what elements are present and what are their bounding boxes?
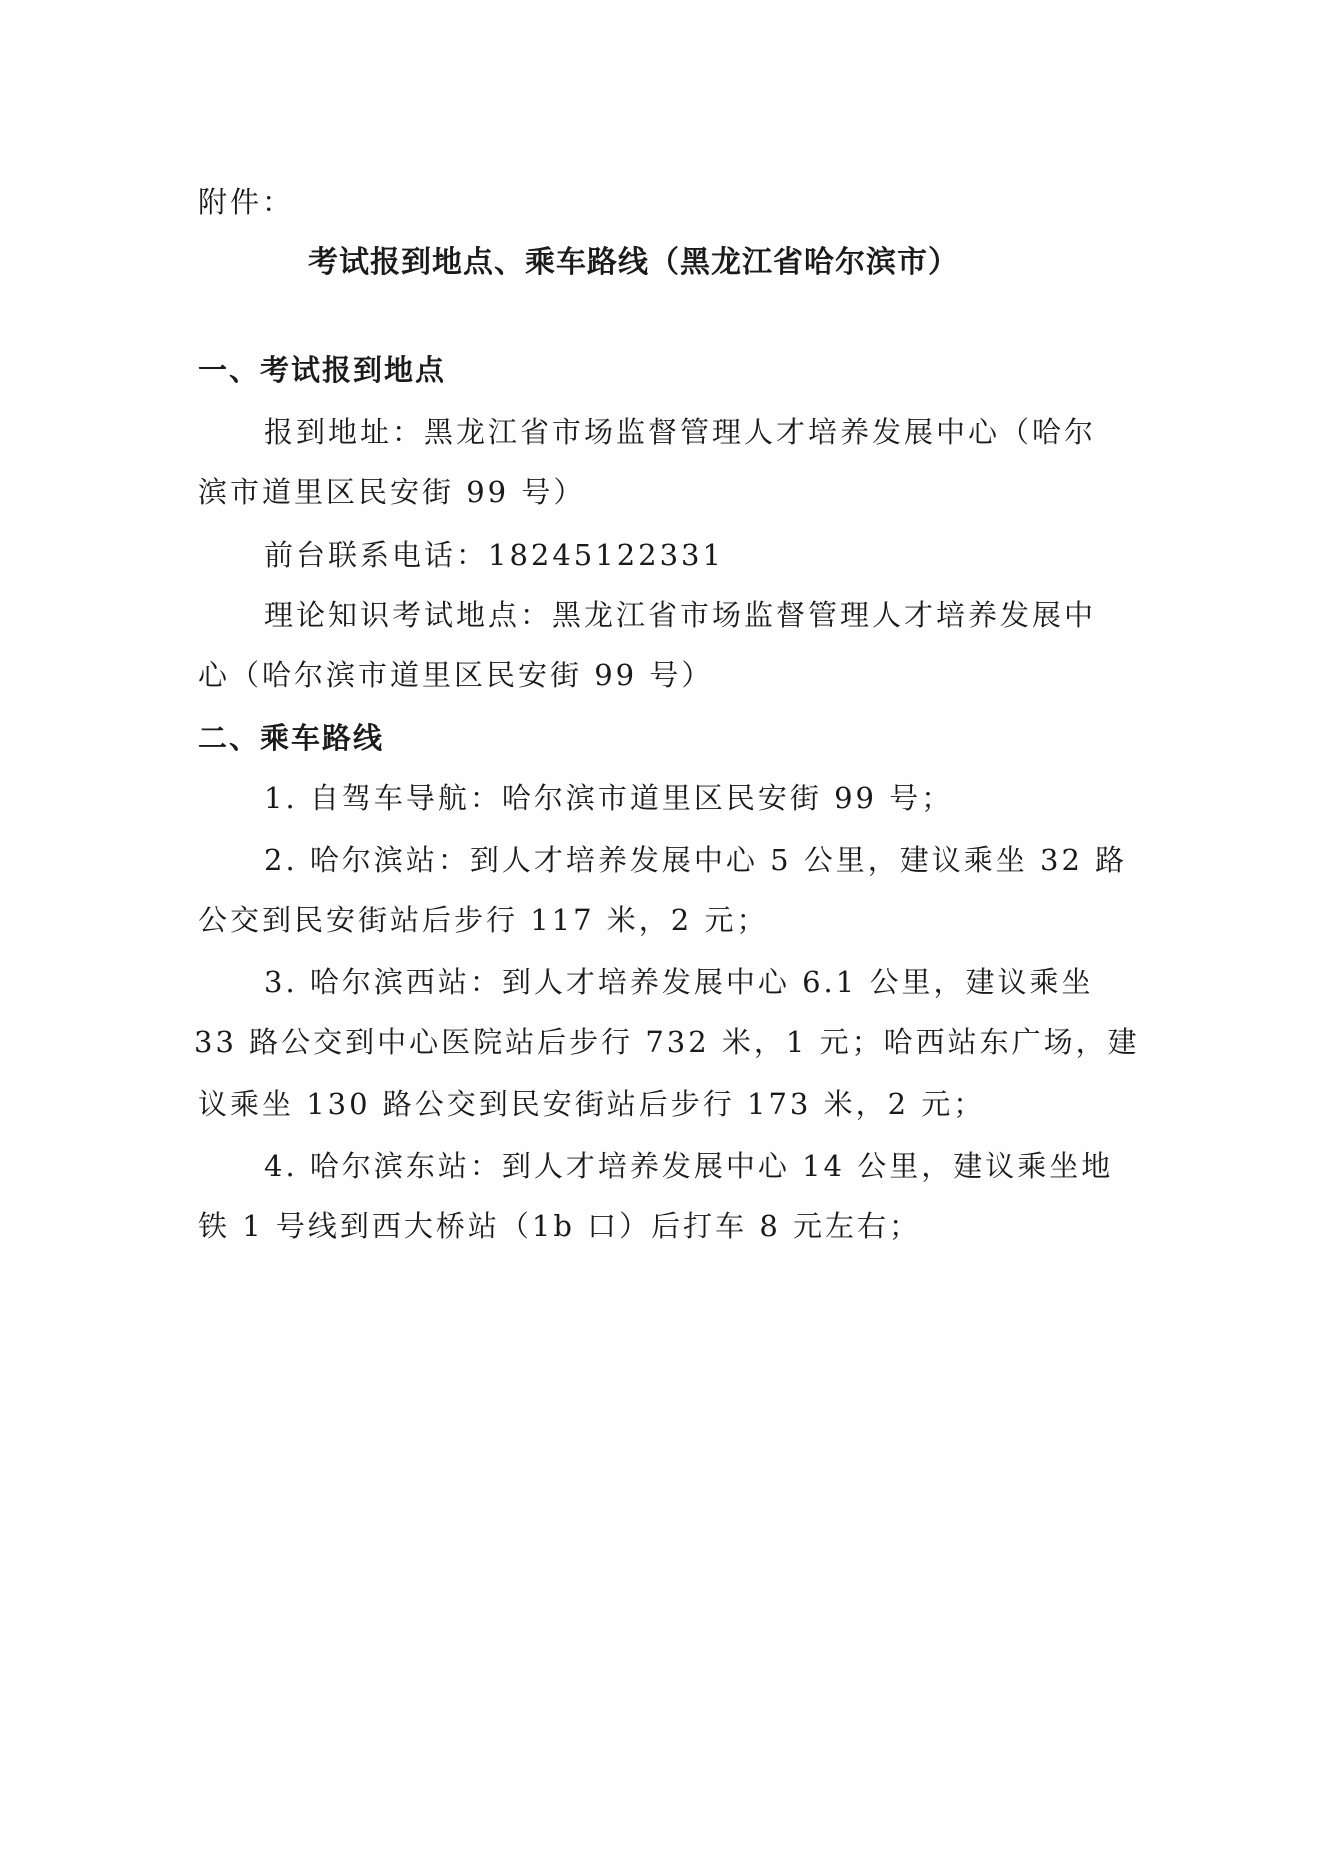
- route-1: 1. 自驾车导航：哈尔滨市道里区民安街 99 号；: [264, 781, 954, 815]
- document-title: 考试报到地点、乘车路线（黑龙江省哈尔滨市）: [308, 245, 959, 280]
- section2-heading: 二、乘车路线: [198, 721, 385, 755]
- route-3-line2: 33 路公交到中心医院站后步行 732 米，1 元；哈西站东广场，建: [194, 1025, 1140, 1059]
- route-4-line2: 铁 1 号线到西大桥站（1b 口）后打车 8 元左右；: [198, 1209, 922, 1243]
- exam-location-line2: 心（哈尔滨市道里区民安街 99 号）: [198, 658, 714, 692]
- route-4-line1: 4. 哈尔滨东站：到人才培养发展中心 14 公里，建议乘坐地: [264, 1149, 1114, 1183]
- report-address-line2: 滨市道里区民安街 99 号）: [198, 475, 586, 509]
- report-address-line1: 报到地址：黑龙江省市场监督管理人才培养发展中心（哈尔: [264, 415, 1097, 449]
- route-3-line3: 议乘坐 130 路公交到民安街站后步行 173 米，2 元；: [198, 1087, 986, 1121]
- front-desk-phone: 前台联系电话：18245122331: [264, 538, 724, 572]
- route-2-line1: 2. 哈尔滨站：到人才培养发展中心 5 公里，建议乘坐 32 路: [264, 843, 1128, 877]
- route-3-line1: 3. 哈尔滨西站：到人才培养发展中心 6.1 公里，建议乘坐: [264, 965, 1094, 999]
- exam-location-line1: 理论知识考试地点：黑龙江省市场监督管理人才培养发展中: [264, 598, 1097, 632]
- attachment-label: 附件：: [198, 185, 295, 219]
- section1-heading: 一、考试报到地点: [198, 353, 447, 387]
- route-2-line2: 公交到民安街站后步行 117 米，2 元；: [198, 903, 769, 937]
